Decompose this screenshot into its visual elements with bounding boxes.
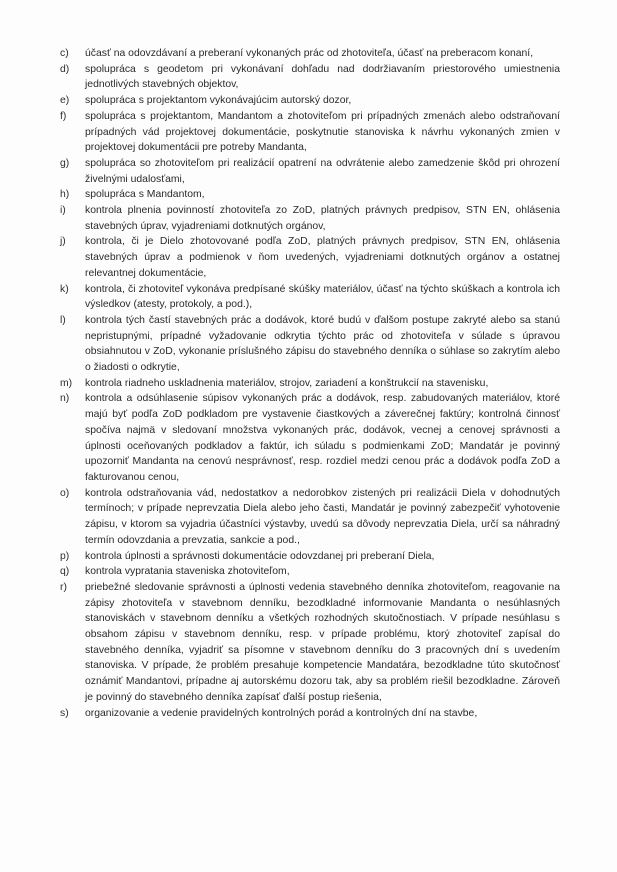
- list-item: [60, 93, 560, 109]
- item-text: účasť na odovzdávaní a preberaní vykonaných prác od zhotoviteľa, účasť na preberacom konaní,: [85, 48, 534, 59]
- item-text: kontrola úplnosti a správnosti dokumentácie odovzdanej pri preberaní Diela,: [85, 550, 435, 562]
- list-item: [60, 234, 560, 281]
- item-text: spolupráca so zhotoviteľom pri realizácií opatrení na odvrátenie alebo zamedzenie škôd pri ohrození živelnými udalosťami,: [85, 157, 560, 185]
- item-text: kontrola a odsúhlasenie súpisov vykonaných prác a dodávok, resp. zabudovaných materiálov, ktoré majú byť podľa ZoD podkladom pre vystavenie čiastkových a záverečnej faktúry; kontrolná činnosť spočíva najmä v sledovaní množstva vykonaných prác, dodávok, vecnej a cenovej správnosti a úplnosti oceňovaných podkladov a faktúr, ich súladu s podmienkami ZoD; Mandatár je povinný upozorniť Mandanta na cenovú nesprávnosť, resp. rozdiel medzi cenou prác a dodávok podľa ZoD a fakturovanou cenou,: [85, 393, 560, 483]
- item-letter: j): [60, 236, 66, 248]
- item-letter: o): [60, 487, 70, 499]
- item-letter: k): [60, 283, 69, 295]
- item-text: kontrola vypratania staveniska zhotoviteľom,: [85, 566, 290, 578]
- item-letter: i): [60, 205, 66, 217]
- list-item: [60, 564, 560, 580]
- item-text: priebežné sledovanie správnosti a úplnosti vedenia stavebného denníka zhotoviteľom, reagovanie na zápisy zhotoviteľa v stavebnom denníku, bezodkladné informovanie Mandanta o nesúhlasných stanoviskách v stavebnom denníku a všetkých rozhodných skutočnostiach. V prípade nesúhlasu s obsahom zápisu v stavebnom denníku, resp. v prípade problému, ktorý zhotoviteľ zapísal do stavebného denníka, vyjadriť sa písomne v stavebnom denníku do 3 pracovných dní s uvedením stanoviska. V prípade, že problém presahuje kompetencie Mandatára, bezodkladne túto skutočnosť oznámiť Mandantovi, prípadne aj autorskému dozoru tak, aby sa problém riešil bezodkladne. Zároveň je povinný do stavebného denníka zapísať ďalší postup riešenia,: [85, 581, 560, 703]
- list-item: [60, 376, 560, 392]
- item-letter: n): [60, 393, 70, 405]
- list-item: [60, 549, 560, 565]
- item-letter: p): [60, 550, 70, 562]
- list-item: [60, 156, 560, 187]
- list-item: [60, 109, 560, 156]
- item-text: kontrola riadneho uskladnenia materiálov, strojov, zariadení a konštrukcií na stavenisku,: [85, 377, 489, 389]
- item-text: kontrola odstraňovania vád, nedostatkov a nedorobkov zistených pri realizácii Diela v dohodnutých termínoch; v prípade neprevzatia Diela alebo jeho časti, Mandatár je povinný zabezpečiť vyhotovenie zápisu, v ktorom sa vyjadria účastníci výstavby, uvedú sa dôvody neprevzatia Diela, určí sa náhradný termín odovzdania a prevzatia, sankcie a pod.,: [85, 487, 560, 546]
- list-item: [60, 46, 560, 62]
- item-letter: q): [60, 566, 70, 578]
- item-text: spolupráca s Mandantom,: [85, 189, 205, 201]
- list-item: [60, 391, 560, 485]
- item-text: kontrola, či je Dielo zhotovované podľa ZoD, platných právnych predpisov, STN EN, ohlásenia stavebných úprav a podmienok v ňom uvedených, vyjadreniami dotknutých orgánov a ostatnej relevantnej dokumentácie,: [85, 236, 560, 279]
- list-item: [60, 187, 560, 203]
- item-letter: e): [60, 95, 70, 107]
- item-letter: d): [60, 63, 70, 75]
- item-text: spolupráca s projektantom, Mandantom a zhotoviteľom pri prípadných zmenách alebo odstraňovaní prípadných vád projektovej dokumentácie, poskytnutie stanoviska k návrhu vykonaných zmien v projektovej dokumentácii pre potreby Mandanta,: [85, 110, 560, 154]
- list-item: [60, 486, 560, 549]
- item-text: organizovanie a vedenie pravidelných kontrolných porád a kontrolných dní na stavbe,: [85, 707, 478, 719]
- item-text: kontrola plnenia povinností zhotoviteľa zo ZoD, platných právnych predpisov, STN EN, ohlásenia stavebných úprav, vyjadreniami dotknutých orgánov,: [85, 205, 560, 232]
- item-letter: g): [60, 157, 70, 169]
- item-letter: h): [60, 189, 70, 201]
- list-item: [60, 313, 560, 376]
- list-item: [60, 203, 560, 234]
- item-letter: s): [60, 707, 69, 719]
- item-text: kontrola, či zhotoviteľ vykonáva predpísané skúšky materiálov, účasť na týchto skúškach a kontrola ich výsledkov (atesty, protokoly, a pod.),: [85, 283, 560, 311]
- item-letter: r): [60, 581, 67, 593]
- item-text: spolupráca s projektantom vykonávajúcim autorský dozor,: [85, 95, 352, 107]
- list-item: [60, 62, 560, 93]
- item-letter: c): [60, 48, 69, 59]
- list-item: [60, 580, 560, 706]
- item-letter: m): [60, 377, 73, 389]
- list-item: [60, 282, 560, 313]
- clause-list: [60, 46, 560, 721]
- item-letter: f): [60, 110, 67, 122]
- item-letter: l): [60, 314, 66, 326]
- item-text: spolupráca s geodetom pri vykonávaní dohľadu nad dodržiavaním priestorového umiestnenia jednotlivých stavebných objektov,: [85, 63, 560, 91]
- item-text: kontrola tých častí stavebných prác a dodávok, ktoré budú v ďalšom postupe zakryté alebo sa stanú nepristupnými, prípadné vyžadovanie odkrytia týchto prác od zhotoviteľa v súlade s úpravou obsiahnutou v ZoD, vykonanie príslušného zápisu do stavebného denníka o súhlase so zakrytím alebo o žiadosti o odkrytie,: [85, 314, 560, 374]
- list-item: [60, 706, 560, 722]
